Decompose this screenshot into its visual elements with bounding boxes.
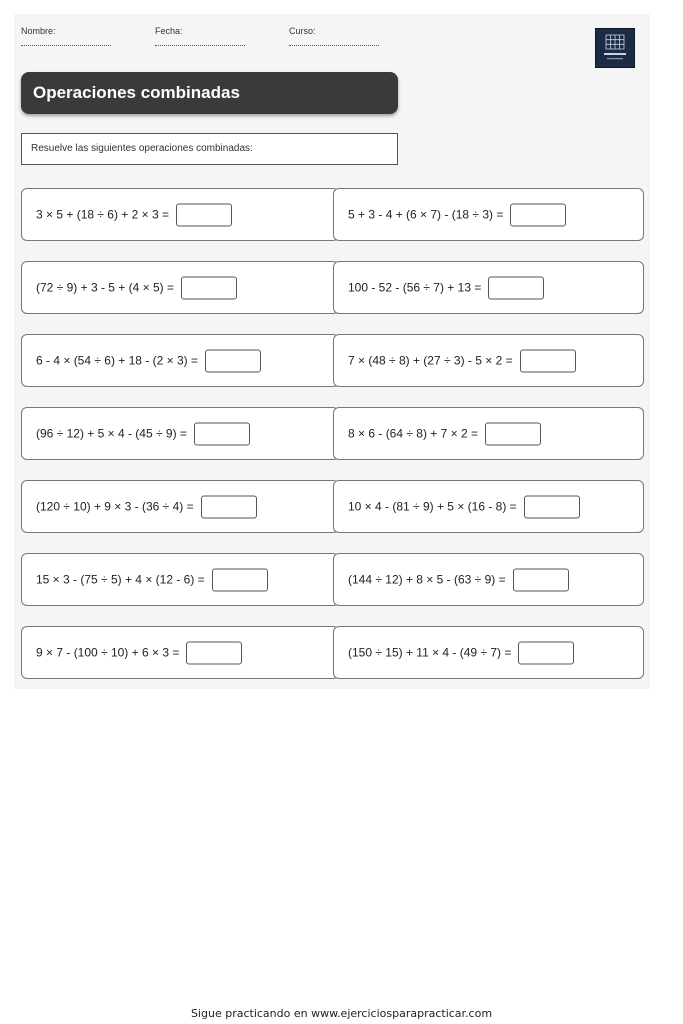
- date-field[interactable]: [155, 26, 183, 36]
- answer-box[interactable]: [510, 203, 566, 226]
- answer-box[interactable]: [205, 349, 261, 372]
- answer-box[interactable]: [201, 495, 257, 518]
- exercise-expression: 10 × 4 - (81 ÷ 9) + 5 × (16 - 8) =: [348, 499, 517, 514]
- exercise-card-left: [21, 553, 339, 606]
- answer-box[interactable]: [488, 276, 544, 299]
- chessboard-logo-icon: [595, 28, 635, 68]
- exercise-row: [348, 568, 569, 591]
- course-line: [289, 45, 379, 46]
- course-label: Curso:: [289, 26, 316, 36]
- date-label: Fecha:: [155, 26, 183, 36]
- exercise-row: [348, 276, 544, 299]
- answer-box[interactable]: [212, 568, 268, 591]
- exercise-card-left: [21, 480, 339, 533]
- exercise-expression: (72 ÷ 9) + 3 - 5 + (4 × 5) =: [36, 280, 174, 295]
- instruction-text: Resuelve las siguientes operaciones combinadas:: [31, 143, 253, 154]
- exercise-card-left: [21, 188, 339, 241]
- exercise-row: [36, 495, 257, 518]
- exercise-row: [36, 422, 250, 445]
- exercise-expression: (150 ÷ 15) + 11 × 4 - (49 ÷ 7) =: [348, 645, 512, 660]
- answer-box[interactable]: [176, 203, 232, 226]
- exercise-row: [348, 641, 574, 664]
- exercise-row: [36, 568, 268, 591]
- exercise-expression: (144 ÷ 12) + 8 × 5 - (63 ÷ 9) =: [348, 572, 506, 587]
- date-line: [155, 45, 245, 46]
- exercise-expression: 5 + 3 - 4 + (6 × 7) - (18 ÷ 3) =: [348, 207, 504, 222]
- exercise-row: [348, 349, 576, 372]
- exercise-expression: (120 ÷ 10) + 9 × 3 - (36 ÷ 4) =: [36, 499, 194, 514]
- exercise-card-left: [21, 334, 339, 387]
- answer-box[interactable]: [485, 422, 541, 445]
- title-banner: [21, 72, 398, 114]
- exercise-card-right: [333, 261, 644, 314]
- exercise-card-right: [333, 626, 644, 679]
- exercise-card-left: [21, 407, 339, 460]
- exercise-expression: 3 × 5 + (18 ÷ 6) + 2 × 3 =: [36, 207, 170, 222]
- page-title: Operaciones combinadas: [33, 83, 240, 102]
- exercise-card-right: [333, 188, 644, 241]
- exercise-expression: 100 - 52 - (56 ÷ 7) + 13 =: [348, 280, 482, 295]
- exercise-row: [348, 495, 580, 518]
- instruction-box: [21, 133, 398, 165]
- exercise-card-left: [21, 261, 339, 314]
- answer-box[interactable]: [518, 641, 574, 664]
- exercise-row: [36, 203, 232, 226]
- exercise-expression: 8 × 6 - (64 ÷ 8) + 7 × 2 =: [348, 426, 478, 441]
- course-field[interactable]: [289, 26, 316, 36]
- exercise-row: [36, 641, 242, 664]
- exercise-row: [348, 422, 541, 445]
- exercise-expression: 9 × 7 - (100 ÷ 10) + 6 × 3 =: [36, 645, 180, 660]
- exercise-expression: 7 × (48 ÷ 8) + (27 ÷ 3) - 5 × 2 =: [348, 353, 513, 368]
- name-field[interactable]: [21, 26, 56, 36]
- answer-box[interactable]: [520, 349, 576, 372]
- answer-box[interactable]: [194, 422, 250, 445]
- exercise-card-right: [333, 407, 644, 460]
- answer-box[interactable]: [513, 568, 569, 591]
- exercise-row: [36, 349, 261, 372]
- answer-box[interactable]: [186, 641, 242, 664]
- exercise-card-right: [333, 553, 644, 606]
- exercise-card-right: [333, 334, 644, 387]
- footer-text: Sigue practicando en www.ejerciciosparapracticar.com: [190, 1007, 493, 1020]
- exercise-card-right: [333, 480, 644, 533]
- exercise-card-left: [21, 626, 339, 679]
- exercise-expression: (96 ÷ 12) + 5 × 4 - (45 ÷ 9) =: [36, 426, 187, 441]
- exercise-expression: 15 × 3 - (75 ÷ 5) + 4 × (12 - 6) =: [36, 572, 205, 587]
- exercise-row: [36, 276, 237, 299]
- name-label: Nombre:: [21, 26, 56, 36]
- exercise-expression: 6 - 4 × (54 ÷ 6) + 18 - (2 × 3) =: [36, 353, 198, 368]
- exercise-row: [348, 203, 566, 226]
- name-line: [21, 45, 111, 46]
- answer-box[interactable]: [524, 495, 580, 518]
- worksheet: [14, 14, 650, 689]
- answer-box[interactable]: [181, 276, 237, 299]
